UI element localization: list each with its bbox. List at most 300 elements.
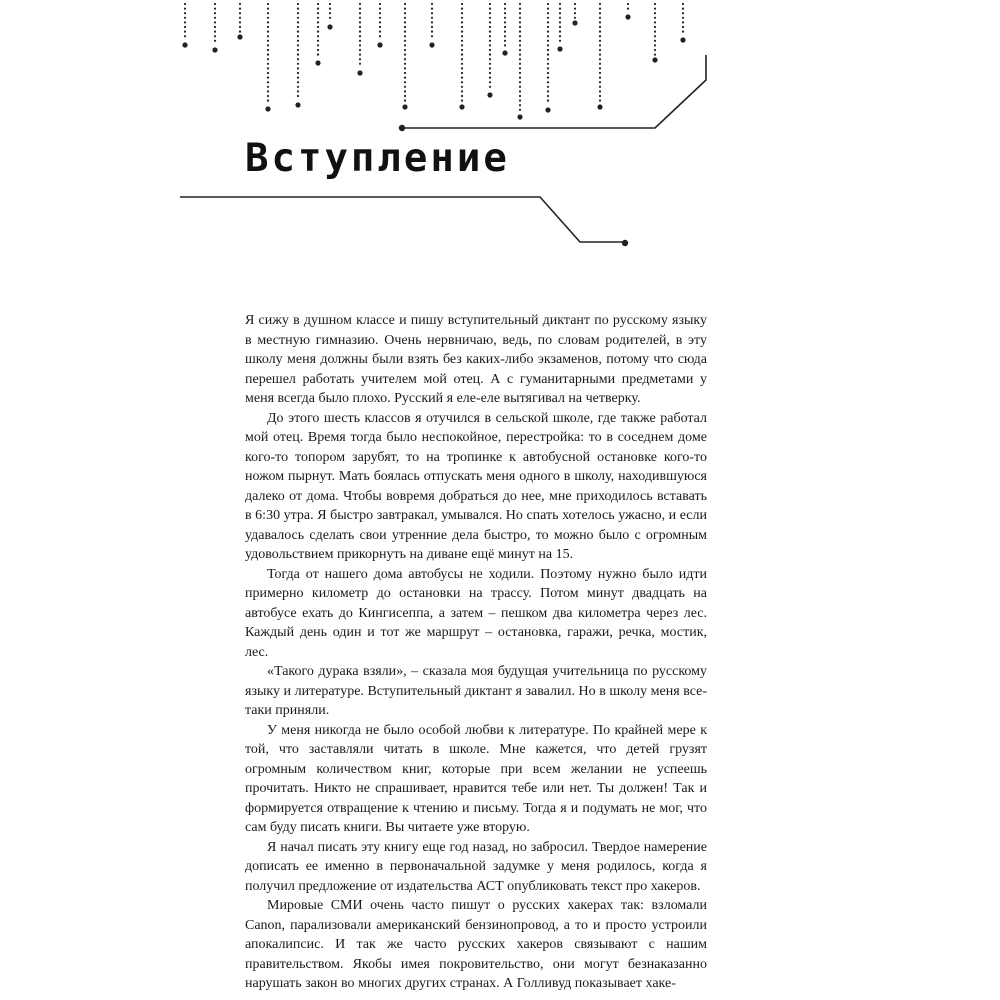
rain-dot — [519, 49, 521, 51]
rain-dot — [461, 100, 463, 102]
rain-dot — [654, 31, 656, 33]
rain-dot — [267, 35, 269, 37]
rain-dot — [404, 31, 406, 33]
rain-dot — [654, 12, 656, 14]
rain-dot — [559, 21, 561, 23]
rain-dot — [504, 3, 506, 5]
rain-dot — [297, 40, 299, 42]
rain-dot — [267, 58, 269, 60]
rain-dot — [297, 8, 299, 10]
rain-dot — [574, 12, 576, 14]
rain-dot — [559, 12, 561, 14]
rain-dot — [599, 86, 601, 88]
rain-dot — [214, 8, 216, 10]
rain-dot — [599, 58, 601, 60]
rain-dot — [379, 31, 381, 33]
rain-dot — [489, 58, 491, 60]
rain-dot — [431, 8, 433, 10]
rain-dot — [297, 95, 299, 97]
rain-dot — [431, 35, 433, 37]
rain-dot — [519, 104, 521, 106]
rain-dot — [404, 72, 406, 74]
rain-dot — [184, 17, 186, 19]
rain-dot — [654, 35, 656, 37]
rain-dot — [317, 35, 319, 37]
rain-drop-head — [402, 104, 407, 109]
rain-dot — [489, 12, 491, 14]
rain-dot — [599, 81, 601, 83]
rain-drop-head — [597, 104, 602, 109]
rain-drop-head — [680, 37, 685, 42]
rain-dot — [404, 67, 406, 69]
rain-dot — [404, 49, 406, 51]
rain-dot — [317, 54, 319, 56]
rain-dot — [461, 44, 463, 46]
rain-dot — [184, 26, 186, 28]
rain-dot — [599, 54, 601, 56]
rain-dot — [489, 35, 491, 37]
rain-dot — [519, 3, 521, 5]
rain-dot — [519, 31, 521, 33]
rain-dot — [519, 35, 521, 37]
paragraph: Мировые СМИ очень часто пишут о русских хакерах так: взломали Canon, парализовали американский бензинопровод, а то и просто устроили апокалипсис. И так же часто русских хакеров связывают с нашим правительством. Якобы имея покровительство, они могут безнаказанно нарушать закон во многих других странах. А Голливуд показывает хаке- — [245, 898, 707, 991]
rain-dot — [461, 17, 463, 19]
rain-dot — [547, 58, 549, 60]
rain-dot — [267, 72, 269, 74]
rain-dot — [654, 49, 656, 51]
rain-dot — [682, 26, 684, 28]
rain-dot — [297, 17, 299, 19]
rain-dot — [404, 90, 406, 92]
rain-dot — [359, 63, 361, 65]
rain-dot — [239, 12, 241, 14]
rain-dot — [267, 95, 269, 97]
rain-dot — [599, 17, 601, 19]
rain-drop-head — [357, 70, 362, 75]
rain-dot — [461, 67, 463, 69]
rain-dot — [431, 26, 433, 28]
rain-dot — [627, 8, 629, 10]
rain-drop-head — [459, 104, 464, 109]
rain-dot — [599, 26, 601, 28]
rain-dot — [654, 21, 656, 23]
rain-dot — [547, 86, 549, 88]
rain-dot — [682, 12, 684, 14]
rain-dot — [297, 44, 299, 46]
rain-dot — [519, 58, 521, 60]
rain-dot — [404, 17, 406, 19]
rain-dot — [184, 3, 186, 5]
rain-dot — [489, 17, 491, 19]
rain-dot — [329, 3, 331, 5]
paragraph: У меня никогда не было особой любви к литературе. По крайней мере к той, что заставляли читать в школе. Мне кажется, что детей грузят огромным количеством книг, которые при всем желании не успеешь прочитать. Никто не спрашивает, нравится тебе или нет. Ты должен! Так и формируется отвращение к чтению и письму. Тогда я и подумать не мог, что сам буду писать книги. Вы читаете уже вторую. — [245, 722, 707, 835]
rain-dot — [547, 77, 549, 79]
rain-dot — [519, 12, 521, 14]
rain-dot — [267, 100, 269, 102]
rain-drop-head — [517, 114, 522, 119]
rain-dot — [359, 26, 361, 28]
rain-dot — [317, 40, 319, 42]
rain-dot — [461, 40, 463, 42]
rain-dot — [519, 54, 521, 56]
rain-dot — [317, 17, 319, 19]
rain-dot — [267, 86, 269, 88]
rain-dot — [547, 54, 549, 56]
circuit-node-bottom — [622, 240, 628, 246]
rain-dot — [559, 8, 561, 10]
rain-dot — [574, 17, 576, 19]
rain-drop-head — [327, 24, 332, 29]
rain-dot — [682, 31, 684, 33]
rain-dot — [267, 49, 269, 51]
rain-dot — [547, 81, 549, 83]
rain-dot — [599, 8, 601, 10]
rain-drop-head — [625, 14, 630, 19]
rain-dot — [214, 17, 216, 19]
rain-dot — [239, 17, 241, 19]
rain-dot — [431, 17, 433, 19]
rain-dot — [504, 12, 506, 14]
rain-dot — [559, 31, 561, 33]
rain-dot — [504, 17, 506, 19]
rain-dot — [547, 12, 549, 14]
rain-dot — [214, 12, 216, 14]
rain-dot — [547, 95, 549, 97]
rain-drop-head — [557, 46, 562, 51]
rain-dot — [559, 26, 561, 28]
rain-dot — [489, 3, 491, 5]
rain-dot — [682, 21, 684, 23]
rain-dot — [489, 8, 491, 10]
rain-dot — [519, 95, 521, 97]
rain-dot — [599, 49, 601, 51]
rain-dot — [519, 67, 521, 69]
rain-dot — [431, 12, 433, 14]
rain-dot — [267, 31, 269, 33]
rain-dot — [267, 44, 269, 46]
rain-dot — [547, 72, 549, 74]
rain-dot — [574, 8, 576, 10]
rain-dot — [404, 12, 406, 14]
rain-dot — [461, 81, 463, 83]
rain-dot — [461, 21, 463, 23]
rain-dot — [654, 40, 656, 42]
rain-dot — [297, 31, 299, 33]
rain-drop-head — [545, 107, 550, 112]
rain-dot — [654, 8, 656, 10]
rain-drop-head — [429, 42, 434, 47]
rain-dot — [297, 77, 299, 79]
rain-dot — [214, 31, 216, 33]
rain-dot — [359, 31, 361, 33]
rain-dot — [489, 86, 491, 88]
rain-dot — [547, 90, 549, 92]
rain-dot — [431, 3, 433, 5]
rain-dot — [682, 3, 684, 5]
rain-dot — [461, 8, 463, 10]
rain-dot — [519, 8, 521, 10]
rain-dot — [239, 31, 241, 33]
rain-dot — [461, 90, 463, 92]
rain-dot — [379, 17, 381, 19]
rain-dot — [519, 21, 521, 23]
rain-drop-head — [295, 102, 300, 107]
rain-dot — [504, 40, 506, 42]
rain-dot — [184, 8, 186, 10]
rain-dot — [267, 40, 269, 42]
rain-dot — [214, 26, 216, 28]
rain-drop-head — [265, 106, 270, 111]
rain-dot — [379, 8, 381, 10]
rain-dot — [317, 3, 319, 5]
rain-dot — [461, 35, 463, 37]
rain-dot — [599, 72, 601, 74]
rain-dot — [519, 26, 521, 28]
rain-dot — [317, 12, 319, 14]
rain-dot — [317, 26, 319, 28]
rain-dot — [297, 26, 299, 28]
rain-dot — [404, 8, 406, 10]
rain-dot — [431, 31, 433, 33]
rain-dot — [547, 44, 549, 46]
rain-dot — [359, 12, 361, 14]
rain-dot — [214, 21, 216, 23]
rain-dot — [559, 3, 561, 5]
rain-dot — [359, 54, 361, 56]
rain-dot — [404, 3, 406, 5]
rain-dot — [461, 49, 463, 51]
rain-dot — [519, 77, 521, 79]
rain-dot — [461, 95, 463, 97]
body-text — [245, 311, 707, 994]
circuit-decoration — [0, 0, 1000, 260]
rain-dot — [489, 77, 491, 79]
rain-dot — [489, 26, 491, 28]
rain-dot — [504, 44, 506, 46]
circuit-line-top — [402, 55, 706, 128]
rain-dot — [267, 3, 269, 5]
rain-dot — [504, 21, 506, 23]
rain-dot — [547, 49, 549, 51]
rain-dot — [519, 81, 521, 83]
rain-dot — [461, 3, 463, 5]
rain-dot — [359, 3, 361, 5]
rain-dot — [317, 49, 319, 51]
rain-dot — [489, 40, 491, 42]
rain-dot — [461, 12, 463, 14]
rain-drop-head — [652, 57, 657, 62]
rain-dot — [297, 86, 299, 88]
rain-dot — [184, 35, 186, 37]
rain-dot — [404, 63, 406, 65]
rain-dot — [461, 63, 463, 65]
rain-dot — [489, 44, 491, 46]
rain-dot — [317, 21, 319, 23]
rain-dot — [297, 72, 299, 74]
rain-dot — [267, 77, 269, 79]
paragraph: Я сижу в душном классе и пишу вступительный диктант по русскому языку в местную гимназию. Очень нервничаю, ведь, по словам родителей, в эту школу меня должны были взять без каких-либо экзаменов, потому что сюда перешел работать учителем мой отец. А с гуманитарными предметами у меня всегда было плохо. Русский я еле-еле вытягивал на четверку. — [245, 313, 707, 406]
digital-rain-columns — [182, 3, 685, 120]
rain-dot — [599, 21, 601, 23]
rain-dot — [559, 40, 561, 42]
rain-dot — [404, 81, 406, 83]
rain-dot — [297, 49, 299, 51]
rain-dot — [404, 54, 406, 56]
rain-dot — [547, 40, 549, 42]
paragraph: До этого шесть классов я отучился в сельской школе, где также работал мой отец. Время тогда было неспокойное, перестройка: то в соседнем доме кого-то топором зарубят, то на тропинке к автобусной остановке кого-то ножом пырнут. Мать боялась отпускать меня одного в школу, находившуюся далеко от дома. Чтобы вовремя добраться до нее, мне приходилось вставать в 6:30 утра. Я быстро завтракал, умывался. Но спать хотелось ужасно, и если удавалось сделать свои утренние дела быстро, то можно было с огромным удовольствием прикорнуть на диване ещё минут на 15. — [245, 410, 707, 562]
rain-drop-head — [502, 50, 507, 55]
rain-dot — [519, 100, 521, 102]
rain-dot — [519, 86, 521, 88]
rain-dot — [489, 81, 491, 83]
rain-dot — [654, 54, 656, 56]
rain-drop-head — [212, 47, 217, 52]
rain-dot — [404, 95, 406, 97]
rain-dot — [297, 54, 299, 56]
rain-dot — [404, 86, 406, 88]
rain-dot — [504, 31, 506, 33]
rain-dot — [404, 100, 406, 102]
rain-dot — [547, 17, 549, 19]
rain-dot — [431, 21, 433, 23]
rain-dot — [682, 8, 684, 10]
rain-dot — [317, 44, 319, 46]
rain-dot — [489, 72, 491, 74]
rain-dot — [599, 35, 601, 37]
rain-dot — [547, 35, 549, 37]
rain-dot — [489, 54, 491, 56]
rain-dot — [267, 63, 269, 65]
rain-dot — [239, 26, 241, 28]
rain-dot — [461, 86, 463, 88]
rain-dot — [547, 3, 549, 5]
rain-dot — [519, 72, 521, 74]
rain-dot — [519, 44, 521, 46]
rain-dot — [297, 35, 299, 37]
rain-dot — [574, 3, 576, 5]
rain-dot — [654, 44, 656, 46]
rain-dot — [599, 3, 601, 5]
rain-dot — [599, 77, 601, 79]
rain-dot — [317, 31, 319, 33]
rain-dot — [654, 17, 656, 19]
circuit-line-bottom — [180, 197, 625, 242]
chapter-title: Вступление — [245, 136, 510, 181]
rain-dot — [404, 77, 406, 79]
circuit-node-top — [399, 125, 405, 131]
rain-dot — [599, 12, 601, 14]
rain-dot — [239, 21, 241, 23]
rain-dot — [547, 26, 549, 28]
rain-dot — [461, 54, 463, 56]
rain-dot — [682, 17, 684, 19]
rain-dot — [184, 31, 186, 33]
rain-dot — [379, 26, 381, 28]
rain-dot — [461, 26, 463, 28]
rain-dot — [214, 3, 216, 5]
rain-dot — [297, 12, 299, 14]
rain-dot — [379, 12, 381, 14]
rain-dot — [379, 35, 381, 37]
rain-dot — [504, 26, 506, 28]
rain-dot — [329, 8, 331, 10]
rain-dot — [489, 67, 491, 69]
rain-drop-head — [237, 34, 242, 39]
rain-dot — [297, 81, 299, 83]
rain-dot — [404, 26, 406, 28]
rain-dot — [461, 31, 463, 33]
rain-dot — [519, 63, 521, 65]
rain-dot — [297, 58, 299, 60]
rain-dot — [359, 40, 361, 42]
rain-dot — [547, 21, 549, 23]
rain-dot — [267, 90, 269, 92]
rain-dot — [504, 8, 506, 10]
rain-drop-head — [182, 42, 187, 47]
rain-dot — [297, 63, 299, 65]
rain-dot — [359, 49, 361, 51]
rain-dot — [297, 21, 299, 23]
rain-dot — [267, 12, 269, 14]
rain-dot — [214, 40, 216, 42]
rain-drop-head — [487, 92, 492, 97]
rain-dot — [297, 90, 299, 92]
rain-dot — [547, 100, 549, 102]
rain-dot — [329, 17, 331, 19]
rain-dot — [359, 58, 361, 60]
rain-dot — [404, 58, 406, 60]
rain-dot — [599, 95, 601, 97]
rain-dot — [359, 21, 361, 23]
rain-dot — [404, 35, 406, 37]
rain-dot — [214, 35, 216, 37]
rain-dot — [504, 35, 506, 37]
rain-dot — [654, 26, 656, 28]
paragraph: «Такого дурака взяли», – сказала моя будущая учительница по русскому языку и литературе. Вступительный диктант я завалил. Но в школу меня все-таки приняли. — [245, 664, 707, 718]
rain-dot — [599, 63, 601, 65]
rain-dot — [547, 31, 549, 33]
rain-dot — [359, 17, 361, 19]
rain-dot — [404, 21, 406, 23]
rain-drop-head — [315, 60, 320, 65]
rain-dot — [519, 17, 521, 19]
rain-dot — [267, 26, 269, 28]
rain-dot — [267, 81, 269, 83]
rain-dot — [519, 40, 521, 42]
rain-dot — [239, 3, 241, 5]
rain-dot — [489, 63, 491, 65]
rain-dot — [359, 8, 361, 10]
rain-dot — [599, 44, 601, 46]
rain-dot — [519, 109, 521, 111]
rain-dot — [599, 40, 601, 42]
rain-dot — [359, 35, 361, 37]
rain-dot — [559, 35, 561, 37]
rain-dot — [599, 90, 601, 92]
rain-dot — [297, 3, 299, 5]
rain-dot — [461, 58, 463, 60]
rain-dot — [329, 12, 331, 14]
rain-dot — [297, 67, 299, 69]
rain-dot — [317, 8, 319, 10]
rain-dot — [627, 3, 629, 5]
rain-dot — [547, 67, 549, 69]
rain-dot — [379, 3, 381, 5]
paragraph: Тогда от нашего дома автобусы не ходили. Поэтому нужно было идти примерно километр до остановки на трассу. Потом минут двадцать на автобусе ехать до Кингисеппа, а затем – пешком два километра через лес. Каждый день один и тот же маршрут – остановка, гаражи, речка, мостик, лес. — [245, 566, 707, 660]
rain-dot — [359, 44, 361, 46]
rain-dot — [184, 12, 186, 14]
rain-dot — [599, 31, 601, 33]
